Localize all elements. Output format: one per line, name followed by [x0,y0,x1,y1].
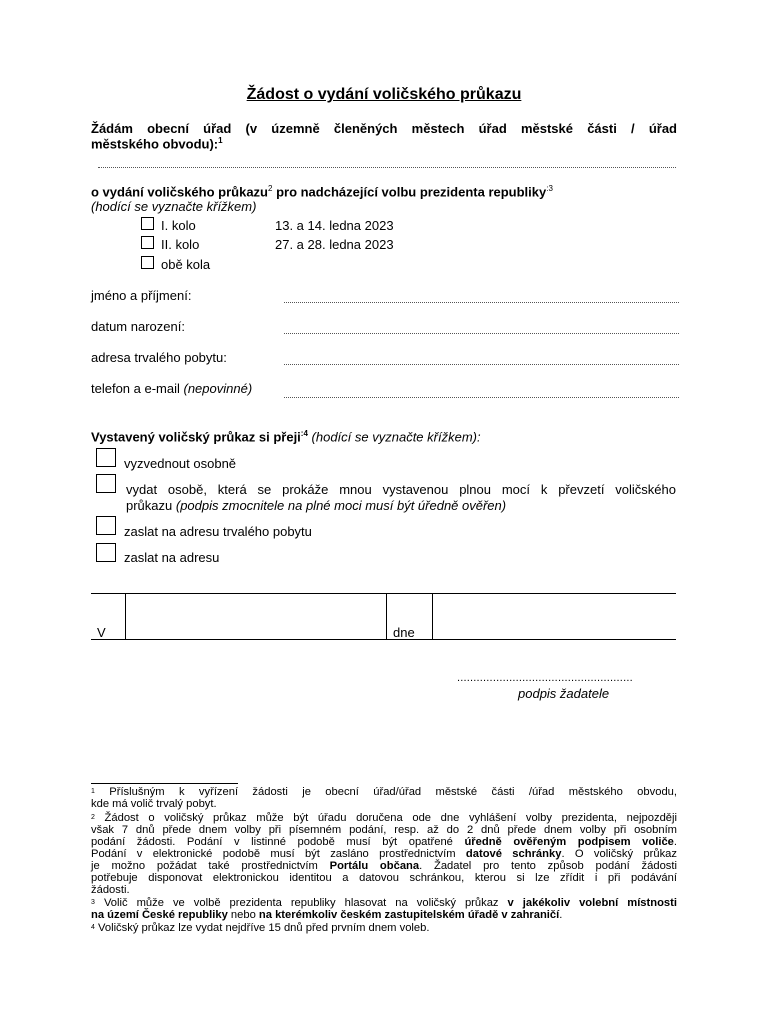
footnote-3-line-1: $^3$ Volič může ve volbě prezidenta republiky hlasovat na voličský průkaz v jakékoliv volební místnosti [91,897,677,909]
intro-line-1: Žádám obecní úřad (v územně členěných městech úřad městské části / úřad [91,121,677,136]
pickup-checkbox[interactable] [96,448,116,467]
footnote-2-line-4: Podání v elektronické podobě musí být zasláno prostřednictvím datové schránky. O voličský průkaz [91,848,677,860]
signature-caption: podpis žadatele [518,686,610,701]
field-birthdate-input[interactable] [284,333,679,334]
date-input[interactable] [433,594,676,638]
round-1-checkbox[interactable] [141,217,154,230]
both-rounds-label: obě kola [161,257,211,272]
place-input[interactable] [126,594,385,638]
field-name-label: jméno a příjmení: [91,288,192,303]
office-dotted-field[interactable] [98,167,676,168]
signature-dotted-line[interactable]: ...................................................... [457,672,633,684]
round-1-date: 13. a 14. ledna 2023 [275,218,394,233]
footnote-2-line-7: žádosti. [91,884,130,896]
field-birthdate-label: datum narození: [91,319,185,334]
other-address-checkbox[interactable] [96,543,116,562]
proxy-checkbox[interactable] [96,474,116,493]
footnote-3-line-2: na území České republiky nebo na kterémkoliv českém zastupitelském úřadě v zahraničí. [91,909,563,921]
place-divider-right [386,593,387,639]
footnote-4-line-1: $^4$ Voličský průkaz lze vydat nejdříve 15 dnů před prvním dnem voleb. [91,922,430,934]
permanent-address-label: zaslat na adresu trvalého pobytu [124,524,312,539]
field-address-label: adresa trvalého pobytu: [91,350,227,365]
other-address-label: zaslat na adresu [124,550,220,565]
election-hint: (hodící se vyznačte křížkem) [91,199,257,214]
round-2-checkbox[interactable] [141,236,154,249]
place-date-bottom-rule [91,639,676,640]
round-2-date: 27. a 28. ledna 2023 [275,237,394,252]
field-contact-label: telefon a e-mail (nepovinné) [91,381,253,396]
both-rounds-checkbox[interactable] [141,256,154,269]
footnote-2-line-1: $^2$ Žádost o voličský průkaz může být úřadu doručena ode dne vyhlášení volby prezidenta, nejpozději [91,812,677,824]
field-name-input[interactable] [284,302,679,303]
pickup-label: vyzvednout osobně [124,456,237,471]
footnote-1-line-2: kde má volič trvalý pobyt. [91,798,217,810]
delivery-heading: Vystavený voličský průkaz si přeji$^{:4}$ (hodící se vyznačte křížkem): [91,429,481,445]
place-label: V [97,625,106,640]
permanent-address-checkbox[interactable] [96,516,116,535]
footnote-2-line-3: podání žádosti. Podání v listinné podobě musí být opatřené úředně ověřeným podpisem voliče. [91,836,677,848]
footnote-2-line-6: potřebuje disponovat elektronickou identitou a datovou schránkou, kterou si lze zřídit i při podávání [91,872,677,884]
field-address-input[interactable] [284,364,679,365]
footnote-2-line-2: však 7 dnů přede dnem volby při písemném podání, resp. až do 2 dnů přede dnem volby při osobním [91,824,677,836]
election-heading: o vydání voličského průkazu$^2$ pro nadcházející volbu prezidenta republiky$^{:3}$ [91,184,553,200]
proxy-label-line-1: vydat osobě, která se prokáže mnou vystavenou plnou mocí k převzetí voličského [126,482,676,497]
date-label: dne [393,625,415,640]
footnote-separator [91,783,238,784]
round-2-label: II. kolo [161,237,200,252]
round-1-label: I. kolo [161,218,196,233]
document-title: Žádost o vydání voličského průkazu [246,86,522,103]
intro-line-2: městského obvodu):$^1$ [91,136,223,152]
field-contact-input[interactable] [284,397,679,398]
footnote-1-line-1: $^1$ Příslušným k vyřízení žádosti je obecní úřad/úřad městské části /úřad městského obvodu, [91,786,677,798]
proxy-label-line-2: průkazu (podpis zmocnitele na plné moci musí být úředně ověřen) [126,498,507,513]
footnote-2-line-5: je možno požádat také prostřednictvím Portálu občana. Žadatel pro tento způsob podání žádosti [91,860,677,872]
